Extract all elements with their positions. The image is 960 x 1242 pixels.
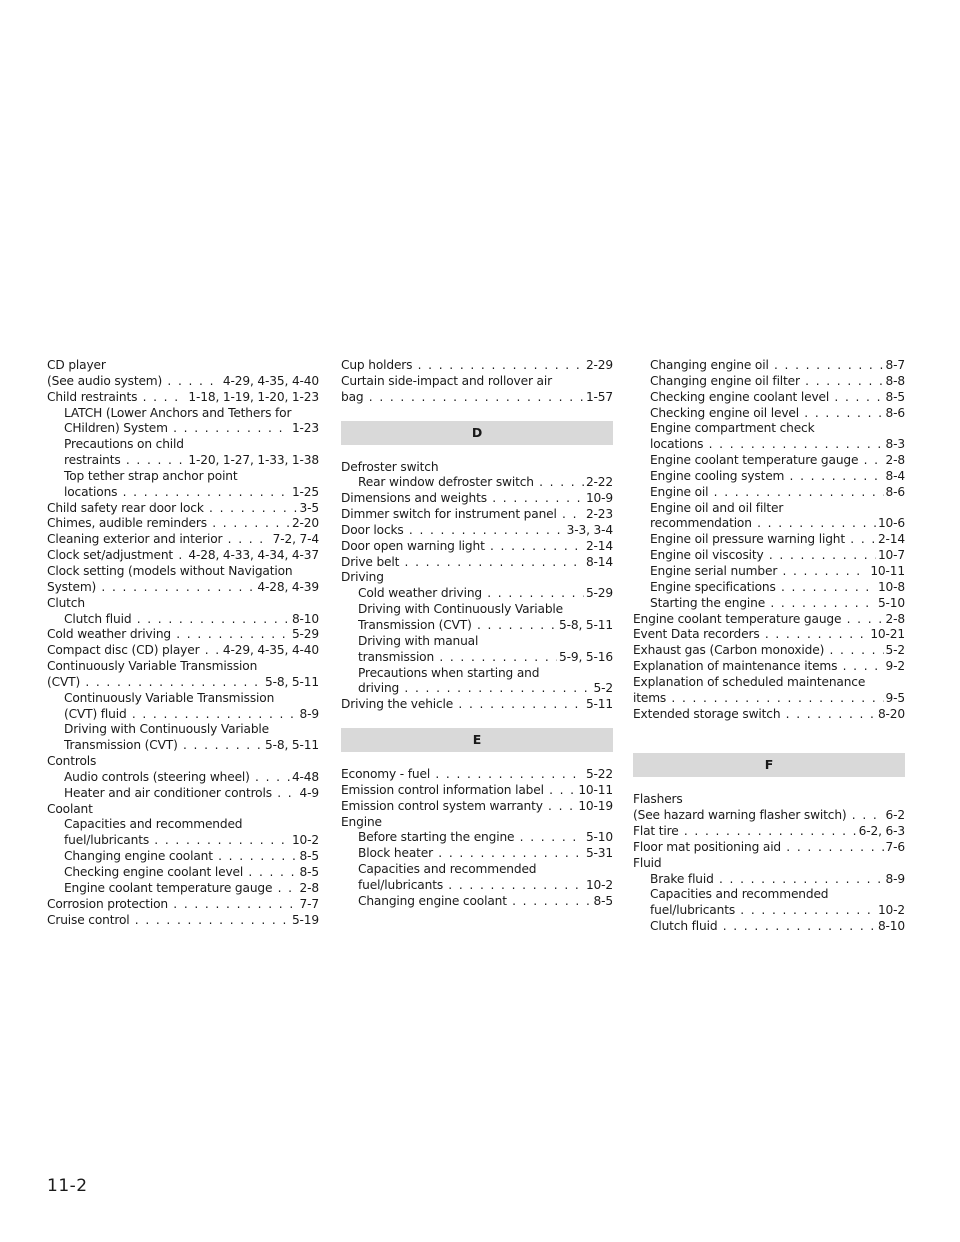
entry-page-ref: 10-6 [877, 516, 905, 531]
entry-page-ref: 3-5 [299, 500, 319, 515]
index-subentry [341, 602, 613, 618]
index-subentry [633, 469, 905, 485]
index-entry [633, 792, 905, 808]
entry-label: Flat tire . . . [633, 824, 905, 840]
entry-page-ref: 8-5 [299, 849, 319, 864]
index-entry [341, 539, 613, 555]
index-entry [47, 897, 319, 913]
entry-page-ref: 8-9 [885, 871, 905, 886]
entry-page-ref: 8-8 [885, 373, 905, 388]
index-subentry [633, 358, 905, 374]
index-entry [47, 627, 319, 643]
entry-page-ref: 8-5 [885, 389, 905, 404]
index-subentry [633, 919, 905, 935]
index-entry [47, 754, 319, 770]
entry-page-ref: 4-9 [299, 785, 319, 800]
entry-label: bag . . . [341, 390, 613, 406]
entry-label: Event Data recorders . . . [633, 627, 905, 643]
index-subentry [341, 634, 613, 650]
entry-page-ref: 2-22 [585, 475, 613, 490]
entry-label: (See hazard warning flasher switch) . . . [633, 808, 905, 824]
index-entry [633, 840, 905, 856]
entry-label: Clutch fluid . . . [650, 919, 905, 935]
index-subentry [47, 833, 319, 849]
entry-label: Audio controls (steering wheel) . . . [64, 770, 319, 786]
entry-label: Engine compartment check [650, 421, 815, 436]
entry-page-ref: 2-29 [585, 358, 613, 372]
entry-page-ref: 2-8 [299, 880, 319, 895]
index-entry [633, 675, 905, 691]
index-subentry [47, 817, 319, 833]
entry-label: Corrosion protection . . . [47, 897, 319, 913]
section-header-d: D [341, 421, 613, 445]
entry-label: Engine coolant temperature gauge . . . [650, 453, 905, 469]
entry-label: Clock set/adjustment . . . [47, 548, 319, 564]
index-entry [341, 491, 613, 507]
entry-label: Exhaust gas (Carbon monoxide) . . . [633, 643, 905, 659]
entry-label: transmission . . . [358, 650, 613, 666]
entry-page-ref: 8-10 [877, 919, 905, 934]
entry-label: CD player [47, 358, 106, 372]
entry-page-ref: 7-7 [299, 896, 319, 911]
index-subentry [341, 475, 613, 491]
entry-page-ref: 4-28, 4-33, 4-34, 4-37 [188, 548, 319, 563]
index-subentry [633, 596, 905, 612]
entry-page-ref: 8-5 [299, 865, 319, 879]
entry-label: Checking engine oil level . . . [650, 406, 905, 422]
entry-label: Changing engine oil . . . [650, 358, 905, 374]
entry-label: (See audio system) . . . [47, 374, 319, 390]
entry-label: fuel/lubricants . . . [650, 903, 905, 919]
index-subentry [633, 390, 905, 406]
entry-label: Continuously Variable Transmission [47, 659, 258, 674]
entry-label: Explanation of scheduled maintenance [633, 674, 866, 689]
entry-page-ref: 5-22 [585, 767, 613, 782]
index-subentry [633, 516, 905, 532]
entry-page-ref: 2-8 [885, 611, 905, 626]
entry-label: Engine oil and oil filter [650, 500, 784, 515]
spacer [633, 722, 905, 738]
index-entry [633, 808, 905, 824]
entry-page-ref: 5-8, 5-11 [265, 674, 319, 689]
index-entry [341, 815, 613, 831]
index-subentry [47, 469, 319, 485]
entry-page-ref: 5-31 [585, 846, 613, 861]
index-subentry [633, 548, 905, 564]
index-subentry [47, 437, 319, 453]
index-entry [47, 358, 319, 374]
entry-label: Economy - fuel . . . [341, 767, 613, 783]
entry-page-ref: 10-11 [578, 782, 613, 797]
entry-page-ref: 4-29, 4-35, 4-40 [222, 373, 319, 388]
entry-label: Door open warning light . . . [341, 539, 613, 555]
entry-label: (CVT) . . . [47, 675, 319, 691]
entry-page-ref: 5-8, 5-11 [265, 738, 319, 753]
entry-label: Curtain side-impact and rollover air [341, 373, 552, 388]
entry-label: Block heater . . . [358, 846, 613, 862]
entry-label: Precautions on child [64, 437, 184, 452]
index-subentry [47, 722, 319, 738]
entry-label: Dimensions and weights . . . [341, 491, 613, 507]
entry-page-ref: 5-2 [593, 681, 613, 696]
entry-label: Cruise control . . . [47, 913, 319, 929]
entry-label: locations . . . [650, 437, 905, 453]
entry-page-ref: 9-5 [885, 690, 905, 705]
index-entry [47, 580, 319, 596]
index-entry [341, 507, 613, 523]
entry-page-ref: 4-29, 4-35, 4-40 [222, 643, 319, 658]
index-entry [47, 501, 319, 517]
index-entry [47, 532, 319, 548]
entry-page-ref: 5-2 [885, 643, 905, 658]
entry-label: restraints . . . [64, 453, 319, 469]
index-subentry [341, 846, 613, 862]
entry-label: Starting the engine . . . [650, 596, 905, 612]
entry-page-ref: 5-9, 5-16 [559, 649, 613, 664]
entry-label: Top tether strap anchor point [64, 468, 238, 483]
entry-page-ref: 7-6 [885, 839, 905, 854]
entry-label: Dimmer switch for instrument panel . . . [341, 507, 613, 523]
entry-label: Driving with Continuously Variable [64, 722, 269, 737]
entry-label: Continuously Variable Transmission [64, 690, 275, 705]
entry-label: Fluid [633, 855, 662, 870]
index-entry [341, 555, 613, 571]
index-subentry [341, 862, 613, 878]
entry-page-ref: 8-4 [885, 468, 905, 483]
index-column-2 [341, 358, 613, 910]
entry-page-ref: 10-8 [877, 579, 905, 594]
entry-page-ref: 8-3 [885, 437, 905, 452]
index-subentry [47, 738, 319, 754]
index-subentry [341, 666, 613, 682]
entry-page-ref: 5-8, 5-11 [559, 617, 613, 632]
entry-page-ref: 3-3, 3-4 [566, 522, 613, 537]
index-entry [341, 374, 613, 390]
index-subentry [47, 406, 319, 422]
entry-label: Clutch [47, 595, 85, 610]
entry-label: Child safety rear door lock . . . [47, 501, 319, 517]
entry-page-ref: 8-20 [877, 706, 905, 721]
index-entry [341, 358, 613, 374]
entry-label: Transmission (CVT) . . . [358, 618, 613, 634]
entry-label: (CVT) fluid . . . [64, 707, 319, 723]
entry-label: Chimes, audible reminders . . . [47, 516, 319, 532]
index-entry [633, 612, 905, 628]
entry-label: Changing engine oil filter . . . [650, 374, 905, 390]
entry-label: Checking engine coolant level . . . [64, 865, 319, 881]
entry-label: Controls [47, 754, 97, 769]
entry-page-ref: 1-25 [291, 484, 319, 499]
index-entry [47, 802, 319, 818]
index-column-1 [47, 358, 319, 928]
index-entry [341, 390, 613, 406]
entry-page-ref: 8-7 [885, 358, 905, 372]
entry-page-ref: 7-2, 7-4 [272, 532, 319, 547]
index-entry [47, 913, 319, 929]
index-subentry [633, 501, 905, 517]
entry-label: Cup holders . . . [341, 358, 613, 374]
index-subentry [341, 830, 613, 846]
entry-label: Coolant [47, 801, 93, 816]
index-subentry [47, 849, 319, 865]
index-subentry [47, 865, 319, 881]
entry-label: CHildren) System . . . [64, 421, 319, 437]
entry-page-ref: 1-57 [585, 389, 613, 404]
index-subentry [47, 881, 319, 897]
index-entry [341, 799, 613, 815]
index-subentry [633, 903, 905, 919]
entry-label: Floor mat positioning aid . . . [633, 840, 905, 856]
section-header-f: F [633, 753, 905, 777]
entry-label: fuel/lubricants . . . [358, 878, 613, 894]
index-entry [633, 824, 905, 840]
entry-label: Emission control system warranty . . . [341, 799, 613, 815]
entry-page-ref: 10-21 [870, 627, 905, 642]
index-entry [47, 596, 319, 612]
entry-page-ref: 10-7 [877, 548, 905, 563]
index-subentry [633, 532, 905, 548]
index-entry [47, 675, 319, 691]
entry-page-ref: 1-18, 1-19, 1-20, 1-23 [188, 389, 319, 404]
index-subentry [633, 580, 905, 596]
entry-page-ref: 1-23 [291, 421, 319, 436]
index-subentry [47, 707, 319, 723]
entry-page-ref: 10-2 [877, 903, 905, 918]
index-entry [633, 856, 905, 872]
entry-label: locations . . . [64, 485, 319, 501]
entry-label: Extended storage switch . . . [633, 707, 905, 723]
entry-label: Driving [341, 570, 384, 585]
entry-label: Brake fluid . . . [650, 872, 905, 888]
entry-label: Engine coolant temperature gauge . . . [64, 881, 319, 897]
index-entry [633, 691, 905, 707]
entry-label: Capacities and recommended [64, 817, 243, 832]
entry-page-ref: 5-29 [585, 586, 613, 601]
index-entry [341, 783, 613, 799]
entry-page-ref: 2-14 [585, 538, 613, 553]
index-subentry [47, 421, 319, 437]
index-entry [633, 643, 905, 659]
entry-page-ref: 10-11 [870, 563, 905, 578]
index-entry [633, 627, 905, 643]
entry-label: Engine oil viscosity . . . [650, 548, 905, 564]
entry-label: System) . . . [47, 580, 319, 596]
entry-page-ref: 5-29 [291, 627, 319, 642]
entry-label: Drive belt . . . [341, 555, 613, 571]
entry-page-ref: 2-23 [585, 507, 613, 522]
entry-page-ref: 4-48 [291, 769, 319, 784]
index-subentry [633, 437, 905, 453]
entry-label: Capacities and recommended [358, 862, 537, 877]
index-entry [341, 523, 613, 539]
index-column-3 [633, 358, 905, 935]
index-entry [47, 548, 319, 564]
entry-label: Capacities and recommended [650, 887, 829, 902]
entry-page-ref: 5-11 [585, 697, 613, 712]
page-number: 11-2 [47, 1176, 88, 1196]
index-entry [341, 767, 613, 783]
entry-label: Changing engine coolant . . . [358, 894, 613, 910]
entry-page-ref: 5-10 [585, 830, 613, 845]
section-header-e: E [341, 728, 613, 752]
entry-label: Clock setting (models without Navigation [47, 563, 293, 578]
entry-label: Changing engine coolant . . . [64, 849, 319, 865]
index-subentry [47, 453, 319, 469]
entry-label: Driving with manual [358, 633, 479, 648]
index-subentry [633, 485, 905, 501]
entry-page-ref: 8-5 [593, 893, 613, 908]
index-entry [633, 707, 905, 723]
entry-page-ref: 6-2 [885, 808, 905, 823]
index-subentry [341, 586, 613, 602]
entry-page-ref: 10-2 [291, 833, 319, 848]
entry-label: Defroster switch [341, 459, 439, 474]
entry-page-ref: 2-8 [885, 453, 905, 468]
entry-label: Transmission (CVT) . . . [64, 738, 319, 754]
entry-label: Cleaning exterior and interior . . . [47, 532, 319, 548]
index-entry [47, 643, 319, 659]
index-subentry [341, 878, 613, 894]
index-subentry [47, 770, 319, 786]
index-subentry [47, 691, 319, 707]
entry-page-ref: 1-20, 1-27, 1-33, 1-38 [188, 453, 319, 468]
entry-label: Engine oil pressure warning light . . . [650, 532, 905, 548]
entry-label: Flashers [633, 792, 683, 807]
index-entry [47, 374, 319, 390]
entry-label: Compact disc (CD) player . . . [47, 643, 319, 659]
entry-label: Explanation of maintenance items . . . [633, 659, 905, 675]
index-entry [341, 460, 613, 476]
entry-label: Clutch fluid . . . [64, 612, 319, 628]
entry-label: Emission control information label . . . [341, 783, 613, 799]
index-subentry [633, 872, 905, 888]
index-subentry [47, 786, 319, 802]
entry-label: Heater and air conditioner controls . . . [64, 786, 319, 802]
entry-page-ref: 4-28, 4-39 [257, 579, 319, 594]
entry-label: Engine specifications . . . [650, 580, 905, 596]
entry-page-ref: 5-10 [877, 595, 905, 610]
entry-label: Driving with Continuously Variable [358, 602, 563, 617]
index-entry [47, 564, 319, 580]
entry-label: Precautions when starting and [358, 665, 540, 680]
entry-label: LATCH (Lower Anchors and Tethers for [64, 405, 292, 420]
index-entry [47, 659, 319, 675]
index-entry [341, 697, 613, 713]
entry-label: Child restraints . . . [47, 390, 319, 406]
index-subentry [47, 612, 319, 628]
entry-label: Engine [341, 814, 382, 829]
entry-page-ref: 10-19 [578, 798, 613, 813]
entry-page-ref: 2-20 [291, 516, 319, 531]
entry-label: Checking engine coolant level . . . [650, 390, 905, 406]
entry-label: Engine serial number . . . [650, 564, 905, 580]
entry-page-ref: 8-9 [299, 706, 319, 721]
entry-page-ref: 10-9 [585, 491, 613, 506]
entry-label: fuel/lubricants . . . [64, 833, 319, 849]
entry-label: Before starting the engine . . . [358, 830, 613, 846]
index-subentry [633, 421, 905, 437]
index-entry [47, 516, 319, 532]
entry-label: Door locks . . . [341, 523, 613, 539]
entry-label: Rear window defroster switch . . . [358, 475, 613, 491]
entry-page-ref: 2-14 [877, 532, 905, 547]
index-subentry [47, 485, 319, 501]
entry-label: Cold weather driving . . . [358, 586, 613, 602]
entry-page-ref: 8-6 [885, 484, 905, 499]
index-subentry [633, 564, 905, 580]
entry-page-ref: 10-2 [585, 877, 613, 892]
entry-label: items . . . [633, 691, 905, 707]
index-subentry [633, 374, 905, 390]
index-subentry [341, 681, 613, 697]
entry-page-ref: 8-6 [885, 405, 905, 420]
entry-label: driving . . . [358, 681, 613, 697]
entry-label: Engine oil . . . [650, 485, 905, 501]
index-subentry [341, 650, 613, 666]
index-subentry [341, 894, 613, 910]
entry-page-ref: 9-2 [885, 659, 905, 674]
index-subentry [341, 618, 613, 634]
entry-page-ref: 5-19 [291, 912, 319, 927]
entry-page-ref: 8-10 [291, 611, 319, 626]
index-subentry [633, 453, 905, 469]
entry-page-ref: 6-2, 6-3 [858, 824, 905, 839]
entry-page-ref: 8-14 [585, 554, 613, 569]
entry-label: Driving the vehicle . . . [341, 697, 613, 713]
index-subentry [633, 406, 905, 422]
entry-label: Engine cooling system . . . [650, 469, 905, 485]
entry-label: Engine coolant temperature gauge . . . [633, 612, 905, 628]
index-subentry [633, 887, 905, 903]
index-entry [341, 570, 613, 586]
entry-label: recommendation . . . [650, 516, 905, 532]
index-entry [47, 390, 319, 406]
index-entry [633, 659, 905, 675]
entry-label: Cold weather driving . . . [47, 627, 319, 643]
